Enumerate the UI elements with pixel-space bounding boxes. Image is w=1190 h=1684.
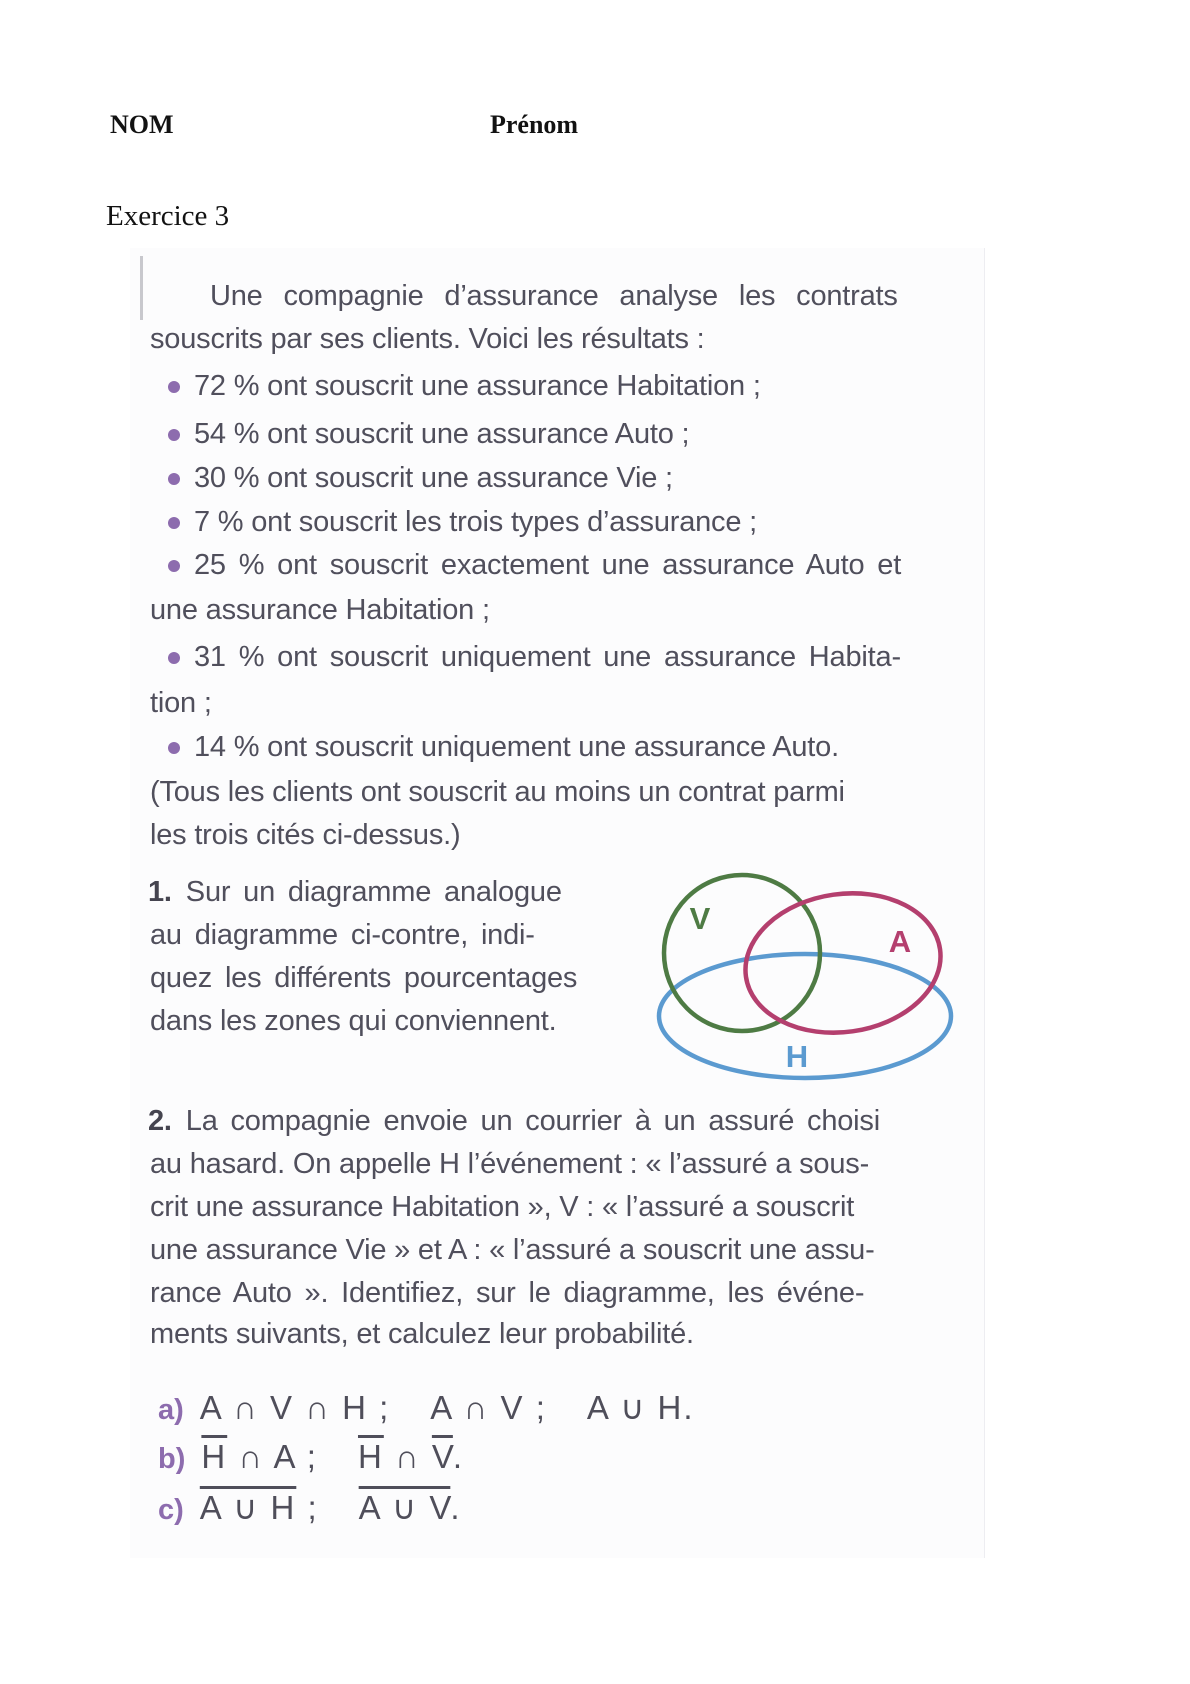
overline-v: $\overline{V}$ [431, 1438, 453, 1475]
question-1-line-3: quez les différents pourcentages [150, 962, 578, 994]
bullet-icon [168, 473, 180, 485]
item-c-label: c) [158, 1494, 184, 1526]
note-line-2: les trois cités ci-dessus.) [150, 819, 461, 851]
expr-a-intersection-vh: A ∩ V ∩ H ; [199, 1389, 391, 1426]
question-2-line-5: rance Auto ». Identifiez, sur le diagramme, les événe- [150, 1277, 865, 1309]
venn-diagram [638, 860, 973, 1095]
bullet-icon [168, 517, 180, 529]
question-2-line-4: une assurance Vie » et A : « l’assuré a souscrit une assu- [150, 1234, 875, 1266]
question-1-number: 1. [148, 876, 172, 908]
question-1-line-4: dans les zones qui conviennent. [150, 1005, 557, 1037]
exercise-title: Exercice 3 [106, 200, 230, 232]
venn-label-v: V [689, 901, 711, 936]
question-2-text: La compagnie envoie un courrier à un assuré choisi [185, 1105, 880, 1137]
overline-a-union-h: A ∪ H [199, 1489, 297, 1526]
bullet-text: 31 % ont souscrit uniquement une assurance Habita- [194, 641, 901, 673]
expr-b-hbar-inter-a [201, 1438, 318, 1475]
prenom-label: Prénom [490, 110, 579, 139]
bullet-text: 14 % ont souscrit uniquement une assurance Auto. [194, 731, 839, 763]
expr-a-intersection-v: A ∩ V ; [430, 1389, 547, 1426]
bullet-icon [168, 560, 180, 572]
bullet-icon [168, 742, 180, 754]
bullet-icon [168, 429, 180, 441]
expr-text: ; [296, 1489, 319, 1526]
expr-text: . [452, 1438, 465, 1475]
bullet-item-uniquement-habitation-cont: tion ; [150, 687, 212, 719]
question-1-line-2: au diagramme ci-contre, indi- [150, 919, 535, 951]
venn-circle-a [736, 881, 949, 1045]
question-2-line-6: ments suivants, et calculez leur probabilité. [150, 1318, 694, 1350]
overline-a-union-v: A ∪ V [358, 1489, 451, 1526]
bullet-item-auto-habitation-cont: une assurance Habitation ; [150, 594, 490, 626]
bullet-item-uniquement-auto [194, 731, 839, 764]
bullet-icon [168, 652, 180, 664]
expr-b-hbar-inter-vbar [358, 1438, 464, 1475]
expr-text: ∩ [383, 1438, 432, 1475]
question-1-line-1 [148, 876, 562, 909]
scanned-exercise-block [130, 248, 985, 1558]
expr-a-union-h: A ∪ H. [586, 1389, 695, 1426]
bullet-item-trois-types [194, 506, 757, 539]
bullet-icon [168, 381, 180, 393]
expr-c-complement-a-union-h [200, 1489, 319, 1526]
question-2-line-3: crit une assurance Habitation », V : « l’assuré a souscrit [150, 1191, 855, 1223]
expr-c-complement-a-union-v [359, 1489, 462, 1526]
bullet-item-uniquement-habitation [194, 641, 901, 674]
question-1-text: Sur un diagramme analogue [185, 876, 562, 908]
bullet-text: 72 % ont souscrit une assurance Habitation ; [194, 370, 761, 402]
scan-edge-artifact [140, 256, 143, 320]
note-line-1: (Tous les clients ont souscrit au moins un contrat parmi [150, 776, 845, 808]
overline-h: $\overline{H}$ [357, 1438, 384, 1475]
bullet-text: 30 % ont souscrit une assurance Vie ; [194, 462, 673, 494]
bullet-text: 54 % ont souscrit une assurance Auto ; [194, 418, 690, 450]
bullet-item-auto [194, 418, 689, 451]
bullet-item-auto-habitation [194, 549, 901, 582]
question-2-line-2: au hasard. On appelle H l’événement : « l’assuré a sous- [150, 1148, 870, 1180]
math-item-a [158, 1388, 735, 1427]
expr-text: ∩ A ; [227, 1438, 318, 1475]
overline-h: $\overline{H}$ [201, 1438, 228, 1475]
question-2-number: 2. [148, 1105, 172, 1137]
venn-label-a: A [888, 924, 912, 959]
intro-line-2: souscrits par ses clients. Voici les résultats : [150, 323, 705, 355]
item-b-label: b) [158, 1443, 186, 1475]
intro-line-1: Une compagnie d’assurance analyse les contrats [210, 280, 898, 312]
nom-label: NOM [110, 110, 174, 139]
expr-text: . [450, 1489, 462, 1526]
item-a-label: a) [158, 1394, 184, 1426]
venn-label-h: H [785, 1039, 809, 1074]
bullet-item-habitation [194, 370, 761, 403]
bullet-item-vie [194, 462, 673, 495]
math-item-c [158, 1488, 502, 1527]
bullet-text: 25 % ont souscrit exactement une assurance Auto et [194, 549, 902, 581]
bullet-text: 7 % ont souscrit les trois types d’assurance ; [194, 506, 757, 538]
math-item-b [158, 1438, 504, 1476]
question-2-line-1 [148, 1105, 880, 1138]
